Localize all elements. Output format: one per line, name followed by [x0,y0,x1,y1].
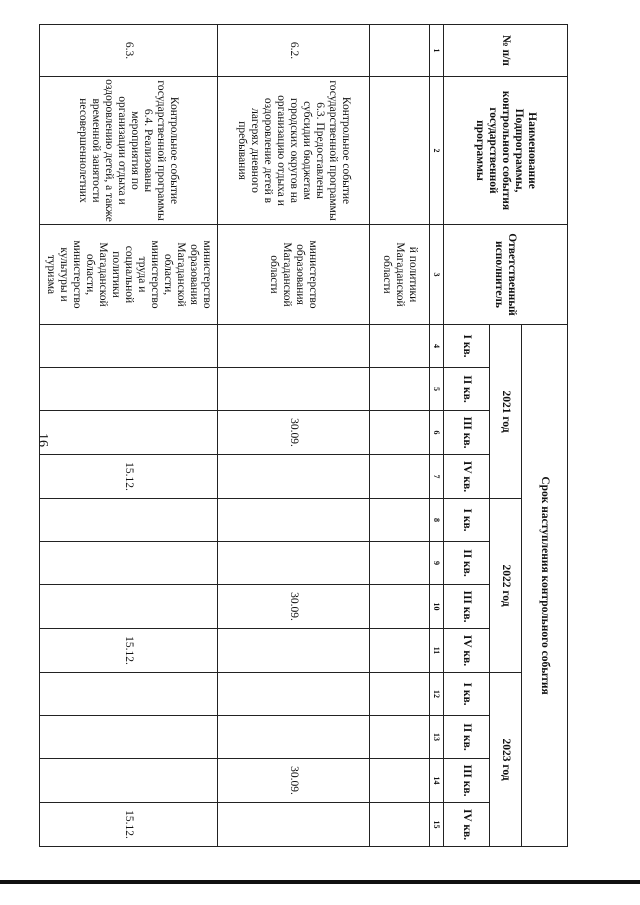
row-cell [370,499,430,542]
row-cell [40,325,218,368]
row-cell [218,499,370,542]
row-cell [370,455,430,499]
header-year-2023: 2023 год [490,673,522,847]
row-cell: 15.12. [40,629,218,673]
header-q1: I кв. [444,325,490,368]
row-cell: 30.09. [218,411,370,455]
header-q3: III кв. [444,585,490,629]
row-responsible: й политики Магаданской области [370,225,430,325]
header-q2: II кв. [444,368,490,411]
control-events-table [39,24,568,847]
row-cell: 15.12. [40,455,218,499]
header-q4: IV кв. [444,629,490,673]
row-cell [218,325,370,368]
row-cell [40,759,218,803]
header-q3: III кв. [444,759,490,803]
header-term: Срок наступления контрольного события [522,325,568,847]
row-cell [40,368,218,411]
row-name [370,77,430,225]
column-number: 6 [430,411,444,455]
column-number: 8 [430,499,444,542]
header-q1: I кв. [444,673,490,716]
row-cell [40,411,218,455]
column-number: 13 [430,716,444,759]
column-number: 4 [430,325,444,368]
row-cell: 15.12. [40,803,218,847]
column-number: 11 [430,629,444,673]
column-number: 1 [430,25,444,77]
row-cell [218,629,370,673]
header-q3: III кв. [444,411,490,455]
row-num: 6.3. [40,25,218,77]
header-responsible: Ответственный исполнитель [444,225,568,325]
row-cell [370,803,430,847]
row-name: Контрольное событие государственной программы 6.4. Реализованы мероприятия по организации отдыха и оздоровлению детей, а также временной занятости несовершеннолетних [40,77,218,225]
row-cell: 30.09. [218,759,370,803]
row-cell [218,803,370,847]
row-cell [40,673,218,716]
column-number: 7 [430,455,444,499]
row-cell [218,542,370,585]
column-number: 14 [430,759,444,803]
row-responsible: министерство образования Магаданской области [218,225,370,325]
table-row [218,25,370,847]
header-q2: II кв. [444,716,490,759]
header-name: Наименование Подпрограммы, контрольного события государственной программы [444,77,568,225]
column-number: 15 [430,803,444,847]
header-num: № п/п [444,25,568,77]
column-number: 2 [430,77,444,225]
row-cell [370,325,430,368]
row-cell [40,542,218,585]
table-row [370,25,430,847]
header-q1: I кв. [444,499,490,542]
row-cell [40,716,218,759]
row-cell [218,368,370,411]
row-cell [218,716,370,759]
row-cell [370,716,430,759]
row-name: Контрольное событие государственной программы 6.3. Предоставлены субсидии бюджетам городских округов на организацию отдыха и оздоровление детей в лагерях дневного пребывания [218,77,370,225]
row-cell [40,499,218,542]
column-number: 9 [430,542,444,585]
row-num [370,25,430,77]
row-responsible: министерство образования Магаданской области, министерство труда и социальной политики Магаданской области, министерство культуры и туризма [40,225,218,325]
row-cell [370,542,430,585]
row-cell [40,585,218,629]
table-row [40,25,218,847]
row-cell [218,673,370,716]
row-num: 6.2. [218,25,370,77]
header-q4: IV кв. [444,455,490,499]
row-cell [370,759,430,803]
row-cell [370,585,430,629]
rotated-table-container [40,24,568,844]
header-year-2022: 2022 год [490,499,522,673]
page-number: 16 [35,433,50,447]
column-number: 5 [430,368,444,411]
row-cell [370,368,430,411]
column-number: 12 [430,673,444,716]
row-cell [218,455,370,499]
header-q2: II кв. [444,542,490,585]
column-number: 3 [430,225,444,325]
page-bottom-rule [0,880,640,884]
column-number: 10 [430,585,444,629]
row-cell [370,411,430,455]
header-q4: IV кв. [444,803,490,847]
row-cell: 30.09. [218,585,370,629]
header-year-2021: 2021 год [490,325,522,499]
row-cell [370,629,430,673]
column-numbers-row [430,25,444,847]
row-cell [370,673,430,716]
